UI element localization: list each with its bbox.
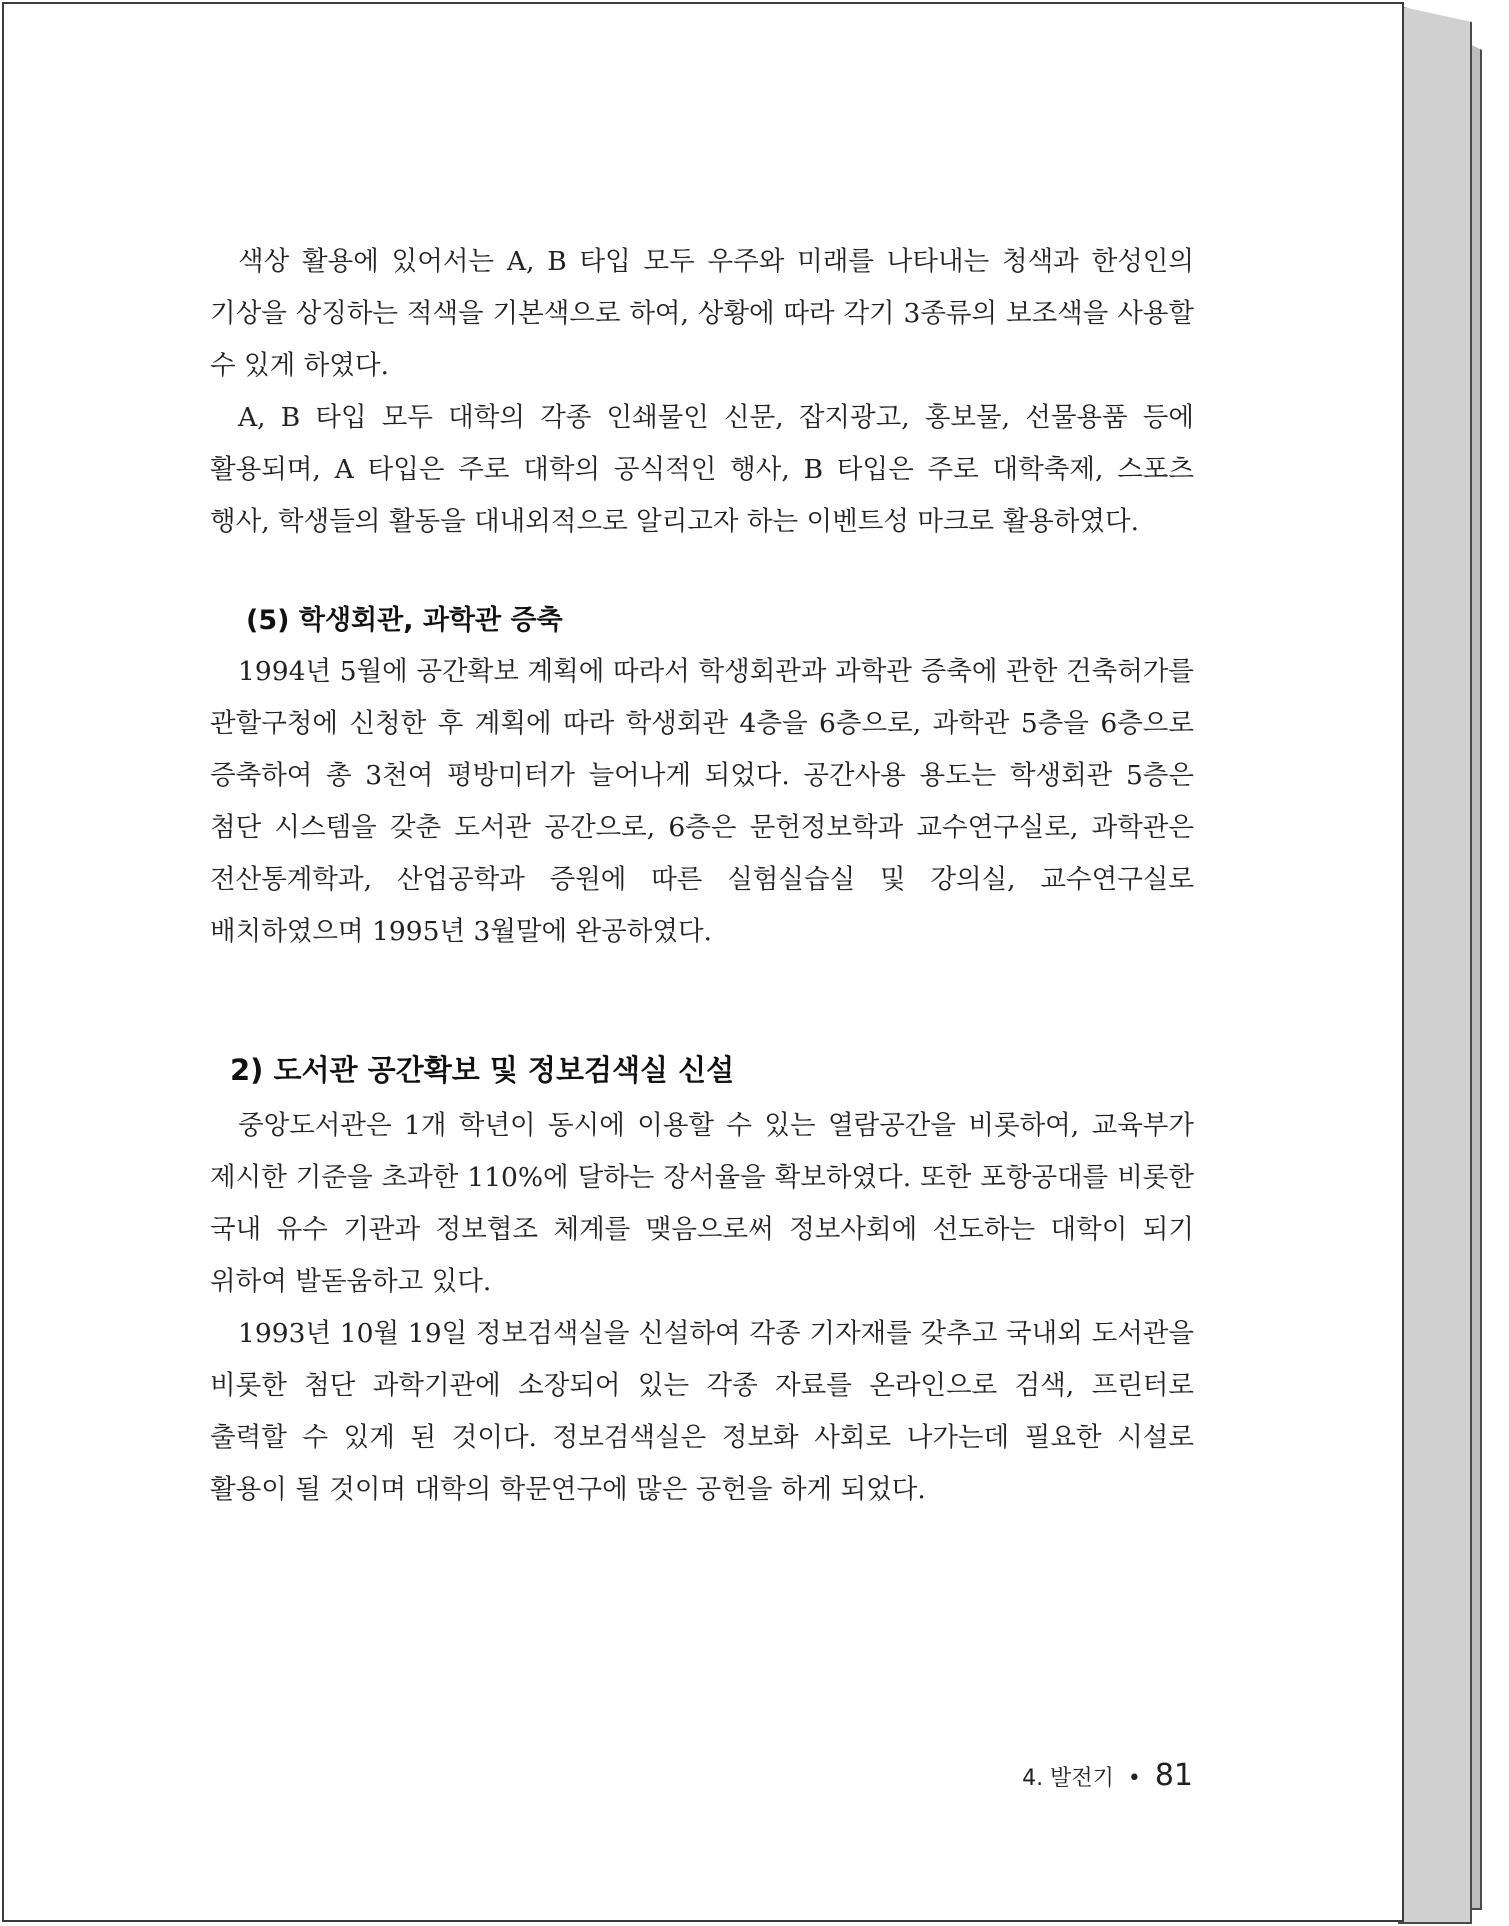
section-heading: 2) 도서관 공간확보 및 정보검색실 신설 — [230, 1053, 735, 1087]
subsection-heading: (5) 학생회관, 과학관 증축 — [246, 605, 563, 636]
footer-bullet: • — [1127, 1766, 1141, 1791]
section-2 — [210, 1048, 1194, 1089]
body-block-1 — [210, 236, 1194, 548]
page-number: 81 — [1154, 1758, 1193, 1793]
paragraph: A, B 타입 모두 대학의 각종 인쇄물인 신문, 잡지광고, 홍보물, 선물용품 등에 활용되며, A 타입은 주로 대학의 공식적인 행사, B 타입은 주로 대학축제, 스포츠 행사, 학생들의 활동을 대내외적으로 알리고자 하는 이벤트성 마크로 활용하였다. — [210, 402, 1194, 537]
page-footer — [1022, 1758, 1193, 1793]
page-stack-edge — [1398, 6, 1472, 1924]
paragraph: 1994년 5월에 공간확보 계획에 따라서 학생회관과 과학관 증축에 관한 건축허가를 관할구청에 신청한 후 계획에 따라 학생회관 4층을 6층으로, 과학관 5층을 6층으로 증축하여 총 3천여 평방미터가 늘어나게 되었다. 공간사용 용도는 학생회관 5층은 첨단 시스템을 갖춘 도서관 공간으로, 6층은 문헌정보학과 교수연구실로, 과학관은 전산통계학과, 산업공학과 증원에 따른 실험실습실 및 강의실, 교수연구실로 배치하였으며 1995년 3월말에 완공하였다. — [210, 656, 1194, 947]
section-2-body — [210, 1100, 1194, 1516]
paragraph: 1993년 10월 19일 정보검색실을 신설하여 각종 기자재를 갖추고 국내외 도서관을 비롯한 첨단 과학기관에 소장되어 있는 각종 자료를 온라인으로 검색, 프린터로 출력할 수 있게 된 것이다. 정보검색실은 정보화 사회로 나가는데 필요한 시설로 활용이 될 것이며 대학의 학문연구에 많은 공헌을 하게 되었다. — [210, 1318, 1194, 1505]
paragraph: 중앙도서관은 1개 학년이 동시에 이용할 수 있는 열람공간을 비롯하여, 교육부가 제시한 기준을 초과한 110%에 달하는 장서율을 확보하였다. 또한 포항공대를 비롯한 국내 유수 기관과 정보협조 체계를 맺음으로써 정보사회에 선도하는 대학이 되기 위하여 발돋움하고 있다. — [210, 1110, 1194, 1297]
subsection-5 — [210, 598, 1194, 637]
paragraph: 색상 활용에 있어서는 A, B 타입 모두 우주와 미래를 나타내는 청색과 한성인의 기상을 상징하는 적색을 기본색으로 하여, 상황에 따라 각기 3종류의 보조색을 사용할 수 있게 하였다. — [210, 246, 1194, 381]
subsection-5-body — [210, 646, 1194, 958]
footer-chapter-title: 4. 발전기 — [1022, 1766, 1114, 1791]
